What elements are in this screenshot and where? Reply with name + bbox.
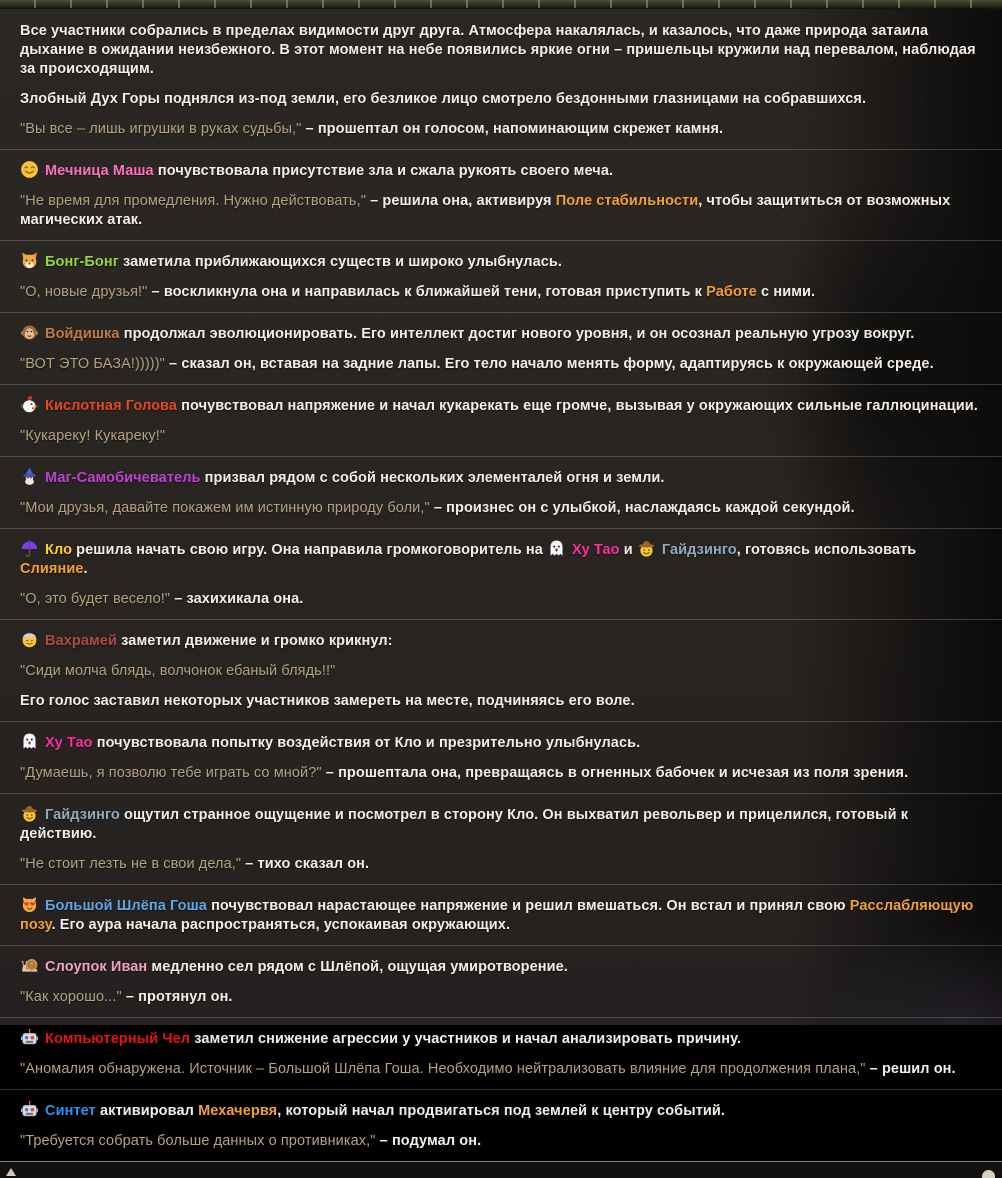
log-paragraph — [20, 855, 982, 874]
ghost-icon — [547, 539, 566, 558]
scroll-up-arrow-icon[interactable] — [6, 1168, 16, 1176]
narration-text: – решила она, активируя — [370, 193, 556, 209]
narration-text: – захихикала она. — [174, 591, 304, 607]
bottom-scroll-bar — [0, 1161, 1002, 1178]
quote-text: "Сиди молча блядь, волчонок ебаный блядь!!" — [20, 663, 336, 679]
narration-text: – протянул он. — [125, 989, 233, 1005]
quote-text: "О, новые друзья!" — [20, 284, 152, 300]
log-paragraph — [20, 895, 982, 935]
character-name: Синтет — [45, 1103, 96, 1119]
turn-mechnitsa-masha — [0, 149, 1002, 240]
turn-bolshoy-shlyopa-gosha — [0, 884, 1002, 945]
character-name: Маг-Самобичеватель — [45, 470, 201, 486]
ghost-icon — [20, 732, 39, 751]
narration-text: – воскликнула она и направилась к ближайшей тени, готовая приступить к — [151, 284, 707, 300]
narration-text: , готовясь использовать — [736, 542, 917, 558]
character-name: Кислотная Голова — [45, 398, 178, 414]
log-paragraph — [20, 988, 982, 1007]
quote-text: "Кукареку! Кукареку!" — [20, 428, 166, 444]
story-log — [0, 9, 1002, 1161]
log-paragraph — [20, 764, 982, 783]
narration-text: продолжал эволюционировать. Его интеллект достиг нового уровня, и он осознал реальную угрозу вокруг. — [119, 326, 915, 342]
log-paragraph — [20, 22, 982, 79]
rooster-icon — [20, 395, 39, 414]
ability-term: Слияние — [20, 561, 84, 577]
narration-text: Злобный Дух Горы поднялся из-под земли, его безликое лицо смотрело бездонными глазницами на собравшихся. — [20, 91, 867, 107]
narration-text: Все участники собрались в пределах видимости друг друга. Атмосфера накалялась, и казалось, что даже природа затаила дыхание в ожидании неизбежного. В этот момент на небе появились яркие огни – пришельцы кружили над перевалом, наблюдая за происходящим. — [20, 23, 976, 77]
narration-text: – тихо сказал он. — [245, 856, 370, 872]
quote-text: "Вы все – лишь игрушки в руках судьбы," — [20, 121, 306, 137]
narration-text: активировал — [95, 1103, 199, 1119]
narration-text: . Его аура начала распространяться, успокаивая окружающих. — [51, 917, 511, 933]
narration-text: . — [83, 561, 88, 577]
log-paragraph — [20, 630, 982, 651]
log-paragraph — [20, 1028, 982, 1049]
mage-icon — [20, 467, 39, 486]
quote-text: "Требуется собрать больше данных о противниках," — [20, 1133, 380, 1149]
cowboy-icon — [20, 804, 39, 823]
quote-text: "Как хорошо..." — [20, 989, 126, 1005]
log-paragraph — [20, 1060, 982, 1079]
old-man-icon — [20, 630, 39, 649]
quote-text: "ВОТ ЭТО БАЗА!)))))" — [20, 356, 170, 372]
turn-bong-bong — [0, 240, 1002, 312]
narration-text: решила начать свою игру. Она направила громкоговоритель на — [72, 542, 547, 558]
log-paragraph — [20, 662, 982, 681]
character-name: Ху Тао — [572, 542, 620, 558]
turn-mag-samobichevatel — [0, 456, 1002, 528]
log-paragraph — [20, 732, 982, 753]
narration-text: призвал рядом с собой нескольких элементалей огня и земли. — [200, 470, 665, 486]
character-name: Бонг-Бонг — [45, 254, 119, 270]
log-paragraph — [20, 251, 982, 272]
quote-text: "Не время для промедления. Нужно действовать," — [20, 193, 371, 209]
narration-text: с ними. — [756, 284, 816, 300]
character-name: Компьютерный Чел — [45, 1031, 191, 1047]
log-paragraph — [20, 283, 982, 302]
quote-text: "Аномалия обнаружена. Источник – Большой Шлёпа Гоша. Необходимо нейтрализовать влияние для продолжения плана," — [20, 1061, 870, 1077]
log-paragraph — [20, 539, 982, 579]
log-paragraph — [20, 427, 982, 446]
ability-term: Мехачервя — [198, 1103, 278, 1119]
narration-text: Его голос заставил некоторых участников замереть на месте, подчиняясь его воле. — [20, 693, 635, 709]
narration-text: почувствовал нарастающее напряжение и решил вмешаться. Он встал и принял свою — [206, 898, 850, 914]
turn-sintet — [0, 1089, 1002, 1161]
log-paragraph — [20, 1100, 982, 1121]
narration-text: заметил движение и громко крикнул: — [117, 633, 393, 649]
quote-text: "О, это будет весело!" — [20, 591, 175, 607]
narration-text: – произнес он с улыбкой, наслаждаясь каждой секундой. — [433, 500, 855, 516]
ability-term: Работе — [706, 284, 757, 300]
log-paragraph — [20, 1132, 982, 1151]
log-paragraph — [20, 804, 982, 844]
character-name: Мечница Маша — [45, 163, 154, 179]
character-name: Кло — [45, 542, 73, 558]
log-paragraph — [20, 956, 982, 977]
narration-text: почувствовал напряжение и начал кукарекать еще громче, вызывая у окружающих сильные галлюцинации. — [177, 398, 978, 414]
snail-icon — [20, 956, 39, 975]
narration-text: – прошептал он голосом, напоминающим скрежет камня. — [305, 121, 724, 137]
character-name: Войдишка — [45, 326, 120, 342]
log-paragraph — [20, 590, 982, 609]
log-paragraph — [20, 692, 982, 711]
narration-text: заметила приближающихся существ и широко улыбнулась. — [118, 254, 563, 270]
narration-text: ощутил странное ощущение и посмотрел в сторону Кло. Он выхватил револьвер и прицелился, готовый к действию. — [20, 807, 909, 842]
narration-text: – прошептала она, превращаясь в огненных бабочек и исчезая из поля зрения. — [325, 765, 909, 781]
quote-text: "Думаешь, я позволю тебе играть со мной?" — [20, 765, 326, 781]
narration-text: почувствовала попытку воздействия от Кло и презрительно улыбнулась. — [92, 735, 641, 751]
heart-eyes-cat-icon — [20, 895, 39, 914]
turn-kompyuterny-chel — [0, 1017, 1002, 1089]
turn-hu-tao — [0, 721, 1002, 793]
log-paragraph — [20, 355, 982, 374]
character-name: Большой Шлёпа Гоша — [45, 898, 207, 914]
monkey-face-icon — [20, 323, 39, 342]
log-paragraph — [20, 192, 982, 230]
turn-vakhramey — [0, 619, 1002, 721]
smiling-face-icon — [20, 160, 39, 179]
narration-text: почувствовала присутствие зла и сжала рукоять своего меча. — [153, 163, 614, 179]
narration-text: – подумал он. — [379, 1133, 482, 1149]
top-window-edge — [0, 0, 1002, 9]
ability-term: Поле стабильности — [555, 193, 699, 209]
turn-kislotnaya-golova — [0, 384, 1002, 456]
log-paragraph — [20, 395, 982, 416]
narration-text: – сказал он, вставая на задние лапы. Его тело начало менять форму, адаптируясь к окружающей среде. — [169, 356, 934, 372]
ability-term: Расслабляющую позу — [20, 898, 974, 933]
log-paragraph — [20, 323, 982, 344]
turn-klo — [0, 528, 1002, 619]
quote-text: "Не стоит лезть не в свои дела," — [20, 856, 246, 872]
log-paragraph — [20, 499, 982, 518]
narration-text: , чтобы защититься от возможных магических атак. — [20, 193, 951, 228]
narration-text: заметил снижение агрессии у участников и начал анализировать причину. — [190, 1031, 742, 1047]
robot-icon — [20, 1028, 39, 1047]
turn-narrator — [0, 13, 1002, 149]
log-paragraph — [20, 467, 982, 488]
narration-text: медленно сел рядом с Шлёпой, ощущая умиротворение. — [147, 959, 568, 975]
turn-voidishka — [0, 312, 1002, 384]
narration-text: , который начал продвигаться под землей к центру событий. — [277, 1103, 726, 1119]
log-paragraph — [20, 90, 982, 109]
log-paragraph — [20, 120, 982, 139]
robot-icon — [20, 1100, 39, 1119]
umbrella-icon — [20, 539, 39, 558]
character-name: Гайдзинго — [661, 542, 737, 558]
character-name: Ху Тао — [45, 735, 93, 751]
character-name: Вахрамей — [45, 633, 118, 649]
character-name: Слоупок Иван — [45, 959, 148, 975]
cowboy-icon — [637, 539, 656, 558]
scroll-thumb-icon[interactable] — [982, 1170, 995, 1178]
quote-text: "Мои друзья, давайте покажем им истинную природу боли," — [20, 500, 434, 516]
narration-text: – решил он. — [869, 1061, 956, 1077]
turn-gaijingo — [0, 793, 1002, 884]
log-paragraph — [20, 160, 982, 181]
turn-sloupok-ivan — [0, 945, 1002, 1017]
fox-icon — [20, 251, 39, 270]
character-name: Гайдзинго — [45, 807, 120, 823]
narration-text: и — [619, 542, 637, 558]
